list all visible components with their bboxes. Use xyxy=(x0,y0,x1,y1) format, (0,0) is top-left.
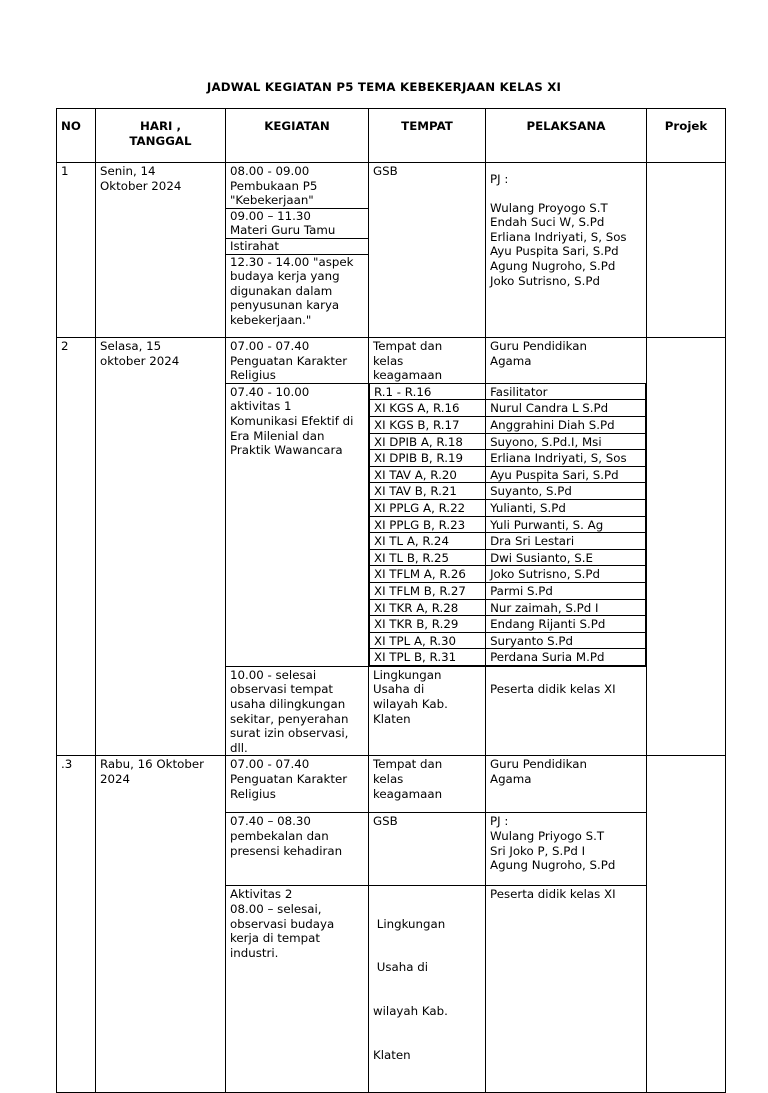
room-tempat: XI PPLG A, R.22 xyxy=(370,499,486,516)
day2-keg2-line: Praktik Wawancara xyxy=(230,443,343,458)
day3-tempat1 xyxy=(369,756,486,813)
room-row xyxy=(370,616,646,633)
header-no: NO xyxy=(57,109,96,163)
day2-tempat1-line: kelas xyxy=(373,353,404,368)
day2-no: 2 xyxy=(57,338,96,756)
day2-date xyxy=(96,338,226,756)
day3-keg1-line: Penguatan Karakter xyxy=(230,772,348,787)
day2-keg2-line: Komunikasi Efektif di xyxy=(230,413,354,428)
day1-pj-label: PJ : xyxy=(490,172,509,186)
day3-tempat1-line: keagamaan xyxy=(373,786,443,801)
day1-keg-line: Pembukaan P5 xyxy=(230,178,318,193)
room-pelaksana: Joko Sutrisno, S.Pd xyxy=(486,566,646,583)
room-tempat: XI KGS A, R.16 xyxy=(370,400,486,417)
day2-keg3-line: 10.00 - selesai xyxy=(230,667,317,682)
room-row xyxy=(370,582,646,599)
room-tempat: XI TAV A, R.20 xyxy=(370,466,486,483)
day2-keg2-line: Era Milenial dan xyxy=(230,428,325,443)
day3-keg3 xyxy=(226,886,369,1092)
day2-keg3-line: usaha dilingkungan xyxy=(230,697,346,712)
room-pelaksana: Perdana Suria M.Pd xyxy=(486,649,646,666)
day2-tempat1-line: keagamaan xyxy=(373,368,443,383)
day3-tempat1-line: Tempat dan xyxy=(373,757,443,772)
day1-keg-line: 12.30 - 14.00 "aspek xyxy=(230,254,354,269)
day2-date-line1: Selasa, 15 xyxy=(100,339,162,353)
room-pelaksana: Anggrahini Diah S.Pd xyxy=(486,416,646,433)
table-row-day1 xyxy=(57,163,726,338)
day2-pel3-text: Peserta didik kelas XI xyxy=(490,681,616,696)
day3-keg3-line: kerja di tempat xyxy=(230,931,321,946)
day3-tempat2: GSB xyxy=(369,813,486,886)
day2-keg2 xyxy=(226,383,369,666)
day3-keg3-line: Aktivitas 2 xyxy=(230,887,293,902)
header-kegiatan: KEGIATAN xyxy=(226,109,369,163)
day3-tempat3-line: wilayah Kab. xyxy=(373,1004,448,1019)
room-pelaksana: Endang Rijanti S.Pd xyxy=(486,616,646,633)
day2-tempat3-line: Klaten xyxy=(373,711,411,726)
room-row xyxy=(370,499,646,516)
day2-keg1-line: Religius xyxy=(230,368,276,383)
day3-keg3-line: observasi budaya xyxy=(230,916,335,931)
room-tempat: XI KGS B, R.17 xyxy=(370,416,486,433)
header-tanggal: TANGGAL xyxy=(129,133,192,148)
day3-pel1 xyxy=(486,756,647,813)
day3-keg1-line: Religius xyxy=(230,786,276,801)
day3-projek xyxy=(647,756,726,1092)
day3-keg2-line: pembekalan dan xyxy=(230,829,329,844)
day1-pelaksana-name: Endah Suci W, S.Pd xyxy=(490,215,605,230)
day1-tempat: GSB xyxy=(369,163,486,338)
day3-date-line1: Rabu, 16 Oktober xyxy=(100,757,204,772)
room-tempat: XI TPL B, R.31 xyxy=(370,649,486,666)
room-pelaksana: Suyono, S.Pd.I, Msi xyxy=(486,433,646,450)
day3-keg3-line: 08.00 – selesai, xyxy=(230,902,322,917)
day2-pel1-line: Guru Pendidikan xyxy=(490,339,587,353)
day2-keg3-line: surat izin observasi, xyxy=(230,726,349,741)
room-row xyxy=(370,533,646,550)
day2-projek xyxy=(647,338,726,756)
day3-keg2-line: 07.40 – 08.30 xyxy=(230,814,311,829)
room-pelaksana: Fasilitator xyxy=(486,384,646,400)
room-tempat: XI TAV B, R.21 xyxy=(370,483,486,500)
day2-keg3-line: dll. xyxy=(230,740,248,755)
room-tempat: R.1 - R.16 xyxy=(370,384,486,400)
room-tempat: XI DPIB B, R.19 xyxy=(370,450,486,467)
room-row xyxy=(370,599,646,616)
room-tempat: XI TFLM B, R.27 xyxy=(370,582,486,599)
day1-pelaksana-name: Erliana Indriyati, S, Sos xyxy=(490,229,627,244)
room-row xyxy=(370,450,646,467)
room-pelaksana: Yuli Purwanti, S. Ag xyxy=(486,516,646,533)
header-hari: HARI , xyxy=(139,119,182,133)
room-tempat: XI TKR B, R.29 xyxy=(370,616,486,633)
header-projek: Projek xyxy=(647,109,726,163)
room-tempat: XI TL A, R.24 xyxy=(370,533,486,550)
room-row xyxy=(370,400,646,417)
room-pelaksana: Dra Sri Lestari xyxy=(486,533,646,550)
day2-pel1-line: Agama xyxy=(490,353,532,368)
room-pelaksana: Suyanto, S.Pd xyxy=(486,483,646,500)
day2-tempat3-line: Lingkungan xyxy=(373,667,442,682)
day1-keg-seg1 xyxy=(226,163,368,208)
day3-pel2-line: Wulang Priyogo S.T xyxy=(490,829,605,844)
day2-keg2-line: aktivitas 1 xyxy=(230,399,292,414)
room-row xyxy=(370,566,646,583)
day2-tempat1-line: Tempat dan xyxy=(373,339,443,353)
day1-pelaksana-name: Ayu Puspita Sari, S.Pd xyxy=(490,244,619,259)
day1-keg-line: kebekerjaan." xyxy=(230,312,312,327)
day2-rooms xyxy=(369,383,647,666)
day2-keg1 xyxy=(226,338,369,384)
document-title: JADWAL KEGIATAN P5 TEMA KEBEKERJAAN KELAS XI xyxy=(206,80,562,94)
day3-date-line2: 2024 xyxy=(100,772,131,787)
day3-date xyxy=(96,756,226,1092)
day3-pel3 xyxy=(486,886,647,1092)
day3-tempat3-line: Usaha di xyxy=(373,960,428,975)
room-pelaksana: Parmi S.Pd xyxy=(486,582,646,599)
day1-pelaksana-name: Joko Sutrisno, S.Pd xyxy=(490,273,600,288)
room-pelaksana: Suryanto S.Pd xyxy=(486,632,646,649)
header-row xyxy=(57,109,726,163)
day1-date-line1: Senin, 14 xyxy=(100,164,156,178)
day3-pel1-line: Guru Pendidikan xyxy=(490,757,587,772)
spacer xyxy=(490,187,642,201)
day1-keg-line: budaya kerja yang xyxy=(230,269,340,284)
header-tempat: TEMPAT xyxy=(369,109,486,163)
day1-keg-line: digunakan dalam xyxy=(230,283,333,298)
day3-tempat3-line: Klaten xyxy=(373,1047,411,1062)
day1-pelaksana xyxy=(486,163,647,338)
day1-no: 1 xyxy=(57,163,96,338)
day2-keg3-line: observasi tempat xyxy=(230,682,334,697)
day2-keg1-line: Penguatan Karakter xyxy=(230,353,348,368)
day3-tempat3-line: Lingkungan xyxy=(373,916,446,931)
room-row xyxy=(370,516,646,533)
day3-pel1-line: Agama xyxy=(490,772,532,787)
room-row xyxy=(370,549,646,566)
day1-pelaksana-name: Wulang Proyogo S.T xyxy=(490,200,608,215)
day2-keg3-line: sekitar, penyerahan xyxy=(230,711,349,726)
day2-tempat1 xyxy=(369,338,486,384)
day2-pel1 xyxy=(486,338,647,384)
day1-date xyxy=(96,163,226,338)
day2-date-line2: oktober 2024 xyxy=(100,353,180,368)
day2-tempat3-line: Usaha di xyxy=(373,682,425,697)
day3-pel2 xyxy=(486,813,647,886)
room-row xyxy=(370,483,646,500)
day3-no: .3 xyxy=(57,756,96,1092)
day1-projek xyxy=(647,163,726,338)
day3-keg3-line: industri. xyxy=(230,945,279,960)
day1-date-line2: Oktober 2024 xyxy=(100,178,182,193)
day3-tempat1-line: kelas xyxy=(373,772,404,787)
day3-keg1 xyxy=(226,756,369,813)
room-tempat: XI PPLG B, R.23 xyxy=(370,516,486,533)
day2-keg1-line: 07.00 - 07.40 xyxy=(230,339,310,353)
day1-keg-line: "Kebekerjaan" xyxy=(230,193,314,208)
room-pelaksana: Dwi Susianto, S.E xyxy=(486,549,646,566)
room-pelaksana: Yulianti, S.Pd xyxy=(486,499,646,516)
day1-kegiatan xyxy=(226,163,369,338)
day1-keg-line: 08.00 - 09.00 xyxy=(230,164,310,178)
table-row-day2 xyxy=(57,338,726,384)
rooms-table xyxy=(369,384,646,666)
room-pelaksana: Nurul Candra L S.Pd xyxy=(486,400,646,417)
day3-keg2 xyxy=(226,813,369,886)
day1-keg-line: penyusunan karya xyxy=(230,298,340,313)
room-pelaksana: Nur zaimah, S.Pd I xyxy=(486,599,646,616)
day1-keg-seg4 xyxy=(226,254,368,328)
room-row xyxy=(370,466,646,483)
room-row xyxy=(370,416,646,433)
day3-pel2-line: Sri Joko P, S.Pd I xyxy=(490,843,586,858)
room-pelaksana: Ayu Puspita Sari, S.Pd xyxy=(486,466,646,483)
day1-keg-line: Istirahat xyxy=(230,238,279,253)
day3-tempat3 xyxy=(369,886,486,1092)
day2-pel3 xyxy=(486,666,647,756)
day1-keg-line: 09.00 – 11.30 xyxy=(230,208,311,223)
room-tempat: XI TKR A, R.28 xyxy=(370,599,486,616)
room-tempat: XI TPL A, R.30 xyxy=(370,632,486,649)
day2-tempat3 xyxy=(369,666,486,756)
room-tempat: XI TFLM A, R.26 xyxy=(370,566,486,583)
room-tempat: XI TL B, R.25 xyxy=(370,549,486,566)
header-hari-tanggal xyxy=(96,109,226,163)
day1-keg-line: Materi Guru Tamu xyxy=(230,223,336,238)
day2-tempat3-line: wilayah Kab. xyxy=(373,697,448,712)
room-tempat: XI DPIB A, R.18 xyxy=(370,433,486,450)
room-pelaksana: Erliana Indriyati, S, Sos xyxy=(486,450,646,467)
day1-pelaksana-name: Agung Nugroho, S.Pd xyxy=(490,258,616,273)
day1-keg-seg2 xyxy=(226,208,368,238)
day2-keg3 xyxy=(226,666,369,756)
room-row xyxy=(370,433,646,450)
day2-keg2-line: 07.40 - 10.00 xyxy=(230,384,310,399)
room-row xyxy=(370,384,646,400)
room-row xyxy=(370,632,646,649)
table-row-day3 xyxy=(57,756,726,813)
header-pelaksana: PELAKSANA xyxy=(486,109,647,163)
day1-keg-seg3 xyxy=(226,238,368,254)
day3-keg2-line: presensi kehadiran xyxy=(230,843,343,858)
day3-pel3-text: Peserta didik kelas XI xyxy=(490,887,616,902)
room-row xyxy=(370,649,646,666)
schedule-table xyxy=(56,108,726,1093)
day3-pel2-line: Agung Nugroho, S.Pd xyxy=(490,858,616,873)
day3-pel2-line: PJ : xyxy=(490,814,509,829)
day3-keg1-line: 07.00 - 07.40 xyxy=(230,757,310,772)
